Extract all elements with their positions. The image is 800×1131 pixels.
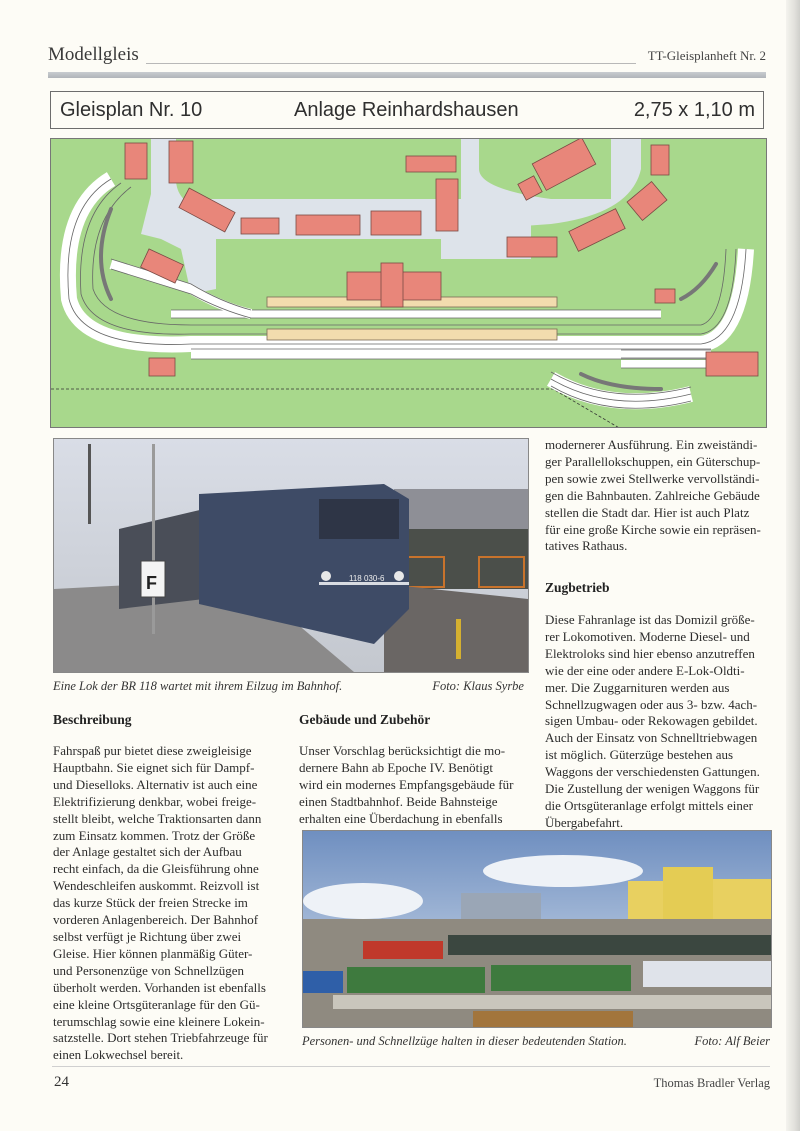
running-header-publication: TT-Gleisplanheft Nr. 2 <box>647 48 766 63</box>
text-gebaeude-continued: modernerer Ausführung. Ein zweiständi- ger Parallellokschuppen, ein Güterschup- pen sowie zwei Stellwerke vervollständi- gen die Bahnbauten. Zahlreiche Gebäude stellen die Stadt dar. Hier ist auch Platz für eine große Kirche sowie ein repräsen- tatives Rathaus. <box>545 437 761 554</box>
platforms <box>267 297 557 340</box>
heading-beschreibung: Beschreibung <box>53 712 132 727</box>
photo1-credit: Foto: Klaus Syrbe <box>432 679 524 693</box>
plan-number: Gleisplan Nr. 10 <box>60 99 203 121</box>
loco-number-plate: 118 030-6 <box>349 574 385 583</box>
heading-gebaeude: Gebäude und Zubehör <box>299 712 431 727</box>
text-zugbetrieb: Diese Fahranlage ist das Domizil größe- rer Lokomotiven. Moderne Diesel- und Elektroloks sind hier ebenso anzutreffen wie der eine oder andere E-Lok-Oldti- mer. Die Zuggarnituren werden aus Schnellzugwagen oder aus 3- bzw. 4ach- sigen Umbau- oder Rekowagen gebildet. Auch der Einsatz von Schnelltriebwagen ist möglich. Güterzüge bestehen aus Waggons der verschiedensten Gattungen. Die Zustellung der wenigen Waggons für die Ortsgüteranlage erfolgt mittels einer Übergabefahrt. <box>545 612 760 830</box>
page-number: 24 <box>54 1074 69 1090</box>
platform-sign-F: F <box>146 573 157 593</box>
photo2-credit: Foto: Alf Beier <box>694 1034 770 1048</box>
text-gebaeude: Unser Vorschlag berücksichtigt die mo- dernere Bahn ab Epoche IV. Benötigt wird ein modernes Empfangsgebäude für einen Stadtbahnhof. Beide Bahnsteige erhalten eine Überdachung in ebenfalls <box>299 743 514 826</box>
footer-rule <box>52 1066 770 1067</box>
text-beschreibung: Fahrspaß pur bietet diese zweigleisige Hauptbahn. Sie eignet sich für Dampf- und Dieselloks. Alternativ ist auch eine Elektrifizierung denkbar, wobei freige- stellt bleibt, welche Traktionsarten dann zum Einsatz kommen. Trotz der Größe der Anlage gestaltet sich der Aufbau recht einfach, da die Gleisführung ohne Wendeschleifen auskommt. Reizvoll ist das kurze Stück der freien Strecke im vorderen Anlagenbereich. Der Bahnhof selbst verfügt je Richtung über zwei Gleise. Hier können planmäßig Güter- und Personenzüge von Schnellzügen überholt werden. Vorhanden ist ebenfalls eine kleine Ortsgüteranlage für den Gü- terumschlag sowie eine kleinere Lokein- satzstelle. Dort stehen Triebfahrzeuge für einen Lokwechsel bereit. <box>53 743 268 1063</box>
photo2-caption: Personen- und Schnellzüge halten in dieser bedeutenden Station. <box>302 1034 627 1048</box>
photo-model-station <box>302 830 772 1028</box>
publisher-name: Thomas Bradler Verlag <box>653 1076 770 1090</box>
photo-br118-locomotive <box>53 438 529 673</box>
layout-name: Anlage Reinhardshausen <box>294 99 519 121</box>
layout-dimensions: 2,75 x 1,10 m <box>633 99 755 121</box>
track-plan <box>50 138 767 428</box>
running-header-section: Modellgleis <box>48 44 139 65</box>
photo1-caption: Eine Lok der BR 118 wartet mit ihrem Eilzug im Bahnhof. <box>53 679 343 693</box>
layout-edge-line <box>51 389 621 428</box>
plan-title-box <box>50 91 764 129</box>
heading-zugbetrieb: Zugbetrieb <box>545 580 610 595</box>
page-spine-shadow <box>786 0 800 1131</box>
header-rule <box>146 63 636 64</box>
header-bar <box>48 72 766 78</box>
track-plan-drawing <box>51 139 767 428</box>
